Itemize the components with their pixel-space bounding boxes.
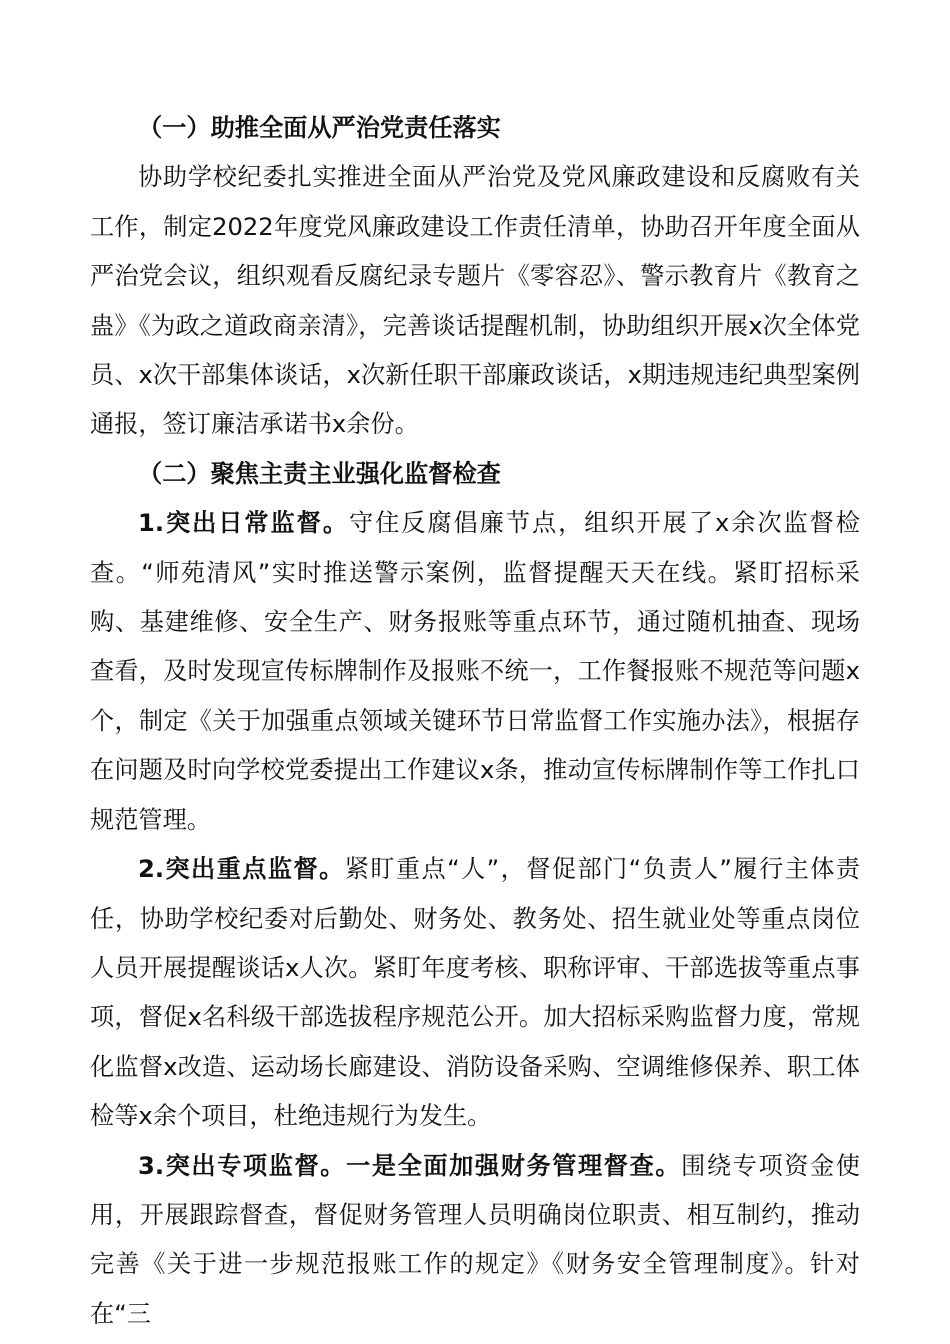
item-text-2: 紧盯重点“人”，督促部门“负责人”履行主体责任，协助学校纪委对后勤处、财务处、教务处、招生就业处等重点岗位人员开展提醒谈话x人次。紧盯年度考核、职称评审、干部选拔等重点事项，督促x名科级干部选拔程序规范公开。加大招标采购监督力度，常规化监督x改造、运动场长廊建设、消防设备采购、空调维修保养、职工体检等x余个项目，杜绝违规行为发生。 <box>90 855 860 1131</box>
item-lead-3: 3.突出专项监督。一是全面加强财务管理督查。 <box>138 1151 682 1180</box>
item-lead-1: 1.突出日常监督。 <box>138 509 349 538</box>
item-text-3: 围绕专项资金使用，开展跟踪督查，督促财务管理人员明确岗位职责、相互制约，推动完善《关于进一步规范报账工作的规定》《财务安全管理制度》。针对在“三 <box>90 1151 860 1328</box>
section-heading-2: （二）聚焦主责主业强化监督检查 <box>138 459 501 488</box>
item-paragraph-1 <box>90 499 860 845</box>
item-text-1: 守住反腐倡廉节点，组织开展了x余次监督检查。“师苑清风”实时推送警示案例，监督提醒天天在线。紧盯招标采购、基建维修、安全生产、财务报账等重点环节，通过随机抽查、现场查看，及时发现宣传标牌制作及报账不统一，工作餐报账不规范等问题x个，制定《关于加强重点领域关键环节日常监督工作实施办法》，根据存在问题及时向学校党委提出工作建议x条，推动宣传标牌制作等工作扎口规范管理。 <box>90 509 860 834</box>
item-lead-2: 2.突出重点监督。 <box>138 855 345 884</box>
section-heading-1: （一）助推全面从严治党责任落实 <box>138 114 501 142</box>
section-paragraph-1: 协助学校纪委扎实推进全面从严治党及党风廉政建设和反腐败有关工作，制定2022年度党风廉政建设工作责任清单，协助召开年度全面从严治党会议，组织观看反腐纪录专题片《零容忍》、警示教育片《教育之蛊》《为政之道政商亲清》，完善谈话提醒机制，协助组织开展x次全体党员、x次干部集体谈话，x次新任职干部廉政谈话，x期违规违纪典型案例通报，签订廉洁承诺书x余份。 <box>90 163 860 439</box>
item-paragraph-3 <box>90 1142 860 1340</box>
item-paragraph-2 <box>90 845 860 1141</box>
